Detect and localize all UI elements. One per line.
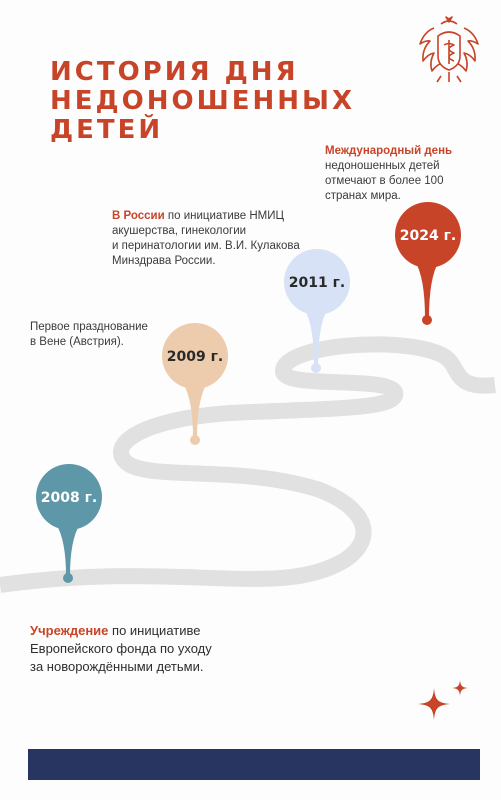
title-line: ИСТОРИЯ ДНЯ — [50, 57, 299, 87]
sparkle-icon — [416, 678, 472, 726]
year-label-2009: 2009 г. — [166, 349, 224, 365]
note-line: за новорождёнными детьми. — [30, 659, 204, 674]
note-first-line — [112, 209, 300, 224]
note-line: Первое празднование — [30, 321, 148, 333]
note-2011 — [112, 209, 300, 269]
year-label-2011: 2011 г. — [288, 275, 346, 291]
note-2024 — [325, 144, 452, 204]
title-line: ДЕТЕЙ — [50, 115, 164, 145]
note-line: Европейского фонда по уходу — [30, 641, 212, 656]
note-line: недоношенных детей — [325, 160, 440, 172]
note-line: по инициативе НМИЦ — [167, 210, 284, 222]
note-line: по инициативе — [112, 623, 201, 638]
note-line: акушерства, гинекологии — [112, 225, 247, 237]
footer-bar — [28, 749, 480, 780]
note-highlight: В России — [112, 210, 165, 222]
pin-2008 — [36, 464, 102, 583]
note-line: и перинатологии им. В.И. Кулакова — [112, 240, 300, 252]
note-line: в Вене (Австрия). — [30, 336, 124, 348]
year-label-2024: 2024 г. — [399, 228, 457, 244]
title-line: НЕДОНОШЕННЫХ — [50, 86, 356, 116]
note-highlight: Учреждение — [30, 623, 109, 638]
pin-2024 — [395, 202, 461, 325]
note-2008 — [30, 622, 212, 676]
year-label-2008: 2008 г. — [40, 490, 98, 506]
note-highlight: Международный день — [325, 145, 453, 157]
note-first-line — [30, 622, 212, 640]
note-2009 — [30, 320, 148, 350]
note-line: странах мира. — [325, 190, 401, 202]
note-line: отмечают в более 100 — [325, 175, 444, 187]
note-line: Минздрава России. — [112, 255, 216, 267]
